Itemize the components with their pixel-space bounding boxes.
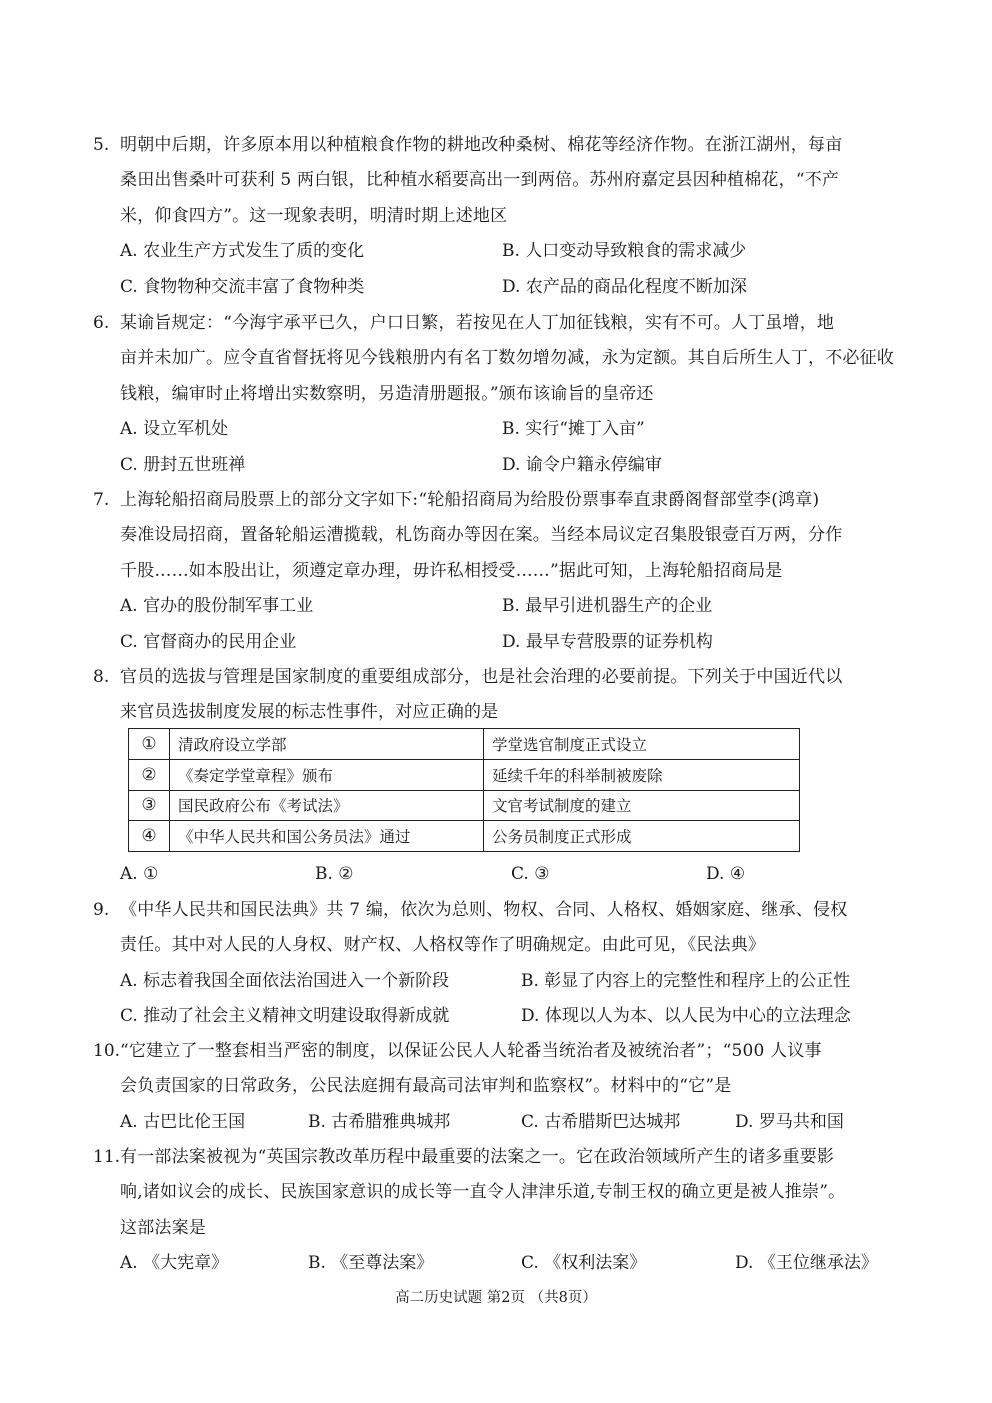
option-b: B. 彰显了内容上的完整性和程序上的公正性 xyxy=(521,970,851,991)
question-text-line: 米，仰食四方”。这一现象表明，明清时期上述地区 xyxy=(120,205,508,226)
question-number: 8. xyxy=(93,667,110,687)
question-text-line: 千股……如本股出让，须遵定章办理，毋许私相授受……”据此可知，上海轮船招商局是 xyxy=(120,560,783,581)
question-text-line: 上海轮船招商局股票上的部分文字如下:“轮船招商局为给股份票事奉直隶爵阁督部堂李(鸿章) xyxy=(120,490,820,510)
option-b: B. 实行“摊丁入亩” xyxy=(502,419,645,440)
options-table xyxy=(128,728,800,852)
option-b: B. 人口变动导致粮食的需求减少 xyxy=(502,241,747,262)
option-c: C. ③ xyxy=(511,864,550,884)
option-a: A. 农业生产方式发生了质的变化 xyxy=(120,241,365,262)
question-text-line: “它建立了一整套相当严密的制度，以保证公民人人轮番当统治者及被统治者”；“500 人议事 xyxy=(120,1041,822,1061)
table-row xyxy=(129,821,800,852)
question-text-line: 《中华人民共和国民法典》共 7 编，依次为总则、物权、合同、人格权、婚姻家庭、继承、侵权 xyxy=(120,900,848,920)
question-text-line: 有一部法案被视为“英国宗教改革历程中最重要的法案之一。它在政治领域所产生的诸多重要影 xyxy=(120,1147,835,1167)
question-number: 9. xyxy=(93,900,110,920)
option-c: C. 官督商办的民用企业 xyxy=(120,631,297,652)
option-d: D. 最早专营股票的证券机构 xyxy=(502,631,713,652)
table-cell-marker: ④ xyxy=(129,821,170,852)
table-cell-event: 国民政府公布《考试法》 xyxy=(170,790,484,821)
option-c: C. 食物物种交流丰富了食物种类 xyxy=(120,276,365,297)
question-text-line: 响,诸如议会的成长、民族国家意识的成长等一直令人津津乐道,专制王权的确立更是被人推崇”。 xyxy=(120,1182,846,1203)
table-row xyxy=(129,759,800,790)
question-text-line: 钱粮，编审时止将增出实数察明，另造清册题报。”颁布该谕旨的皇帝还 xyxy=(120,383,654,404)
option-a: A. 官办的股份制军事工业 xyxy=(120,596,314,617)
option-c: C. 推动了社会主义精神文明建设取得新成就 xyxy=(120,1006,450,1027)
question-text-line: 桑田出售桑叶可获利 5 两白银，比种植水稻要高出一到两倍。苏州府嘉定县因种植棉花，“不产 xyxy=(120,170,840,191)
question-text-line: 官员的选拔与管理是国家制度的重要组成部分，也是社会治理的必要前提。下列关于中国近代以 xyxy=(120,667,843,687)
option-a: A. 设立军机处 xyxy=(120,419,229,440)
question-text-line: 会负责国家的日常政务，公民法庭拥有最高司法审判和监察权”。材料中的“它”是 xyxy=(120,1076,732,1097)
table-row xyxy=(129,729,800,760)
option-c: C. 《权利法案》 xyxy=(521,1253,647,1274)
question-number: 11. xyxy=(93,1147,121,1167)
table-cell-result: 学堂选官制度正式设立 xyxy=(484,729,800,760)
option-d: D. 《王位继承法》 xyxy=(735,1253,878,1274)
table-row xyxy=(129,790,800,821)
option-b: B. 古希腊雅典城邦 xyxy=(308,1111,451,1132)
question-text-line: 某谕旨规定：“今海宇承平已久，户口日繁，若按见在人丁加征钱粮，实有不可。人丁虽增，地 xyxy=(120,313,835,333)
table-cell-result: 公务员制度正式形成 xyxy=(484,821,800,852)
question-text-line: 这部法案是 xyxy=(120,1217,206,1238)
table-cell-marker: ② xyxy=(129,759,170,790)
option-d: D. 体现以人为本、以人民为中心的立法理念 xyxy=(521,1006,851,1027)
question-number: 6. xyxy=(93,313,110,333)
option-a: A. 《大宪章》 xyxy=(120,1253,229,1274)
option-a: A. 标志着我国全面依法治国进入一个新阶段 xyxy=(120,970,450,991)
option-d: D. 农产品的商品化程度不断加深 xyxy=(502,276,747,297)
table-cell-result: 文官考试制度的建立 xyxy=(484,790,800,821)
page-footer: 高二历史试题 第2页 （共8页） xyxy=(395,1290,597,1306)
question-text-line: 责任。其中对人民的人身权、财产权、人格权等作了明确规定。由此可见，《民法典》 xyxy=(120,935,766,956)
table-cell-marker: ① xyxy=(129,729,170,760)
question-text-line: 明朝中后期，许多原本用以种植粮食作物的耕地改种桑树、棉花等经济作物。在浙江湖州，每亩 xyxy=(120,135,843,155)
question-number: 7. xyxy=(93,490,110,510)
option-c: C. 古希腊斯巴达城邦 xyxy=(521,1111,681,1132)
question-number: 5. xyxy=(93,135,110,155)
option-b: B. 最早引进机器生产的企业 xyxy=(502,596,713,617)
option-a: A. 古巴比伦王国 xyxy=(120,1111,246,1132)
question-text-line: 亩并未加广。应令直省督抚将见今钱粮册内有名丁数勿增勿减，永为定额。其自后所生人丁，不必征收 xyxy=(120,348,894,369)
option-a: A. ① xyxy=(120,864,159,884)
table-cell-event: 《中华人民共和国公务员法》通过 xyxy=(170,821,484,852)
option-d: D. ④ xyxy=(706,864,746,884)
table-cell-event: 《奏定学堂章程》颁布 xyxy=(170,759,484,790)
question-text-line: 奏准设局招商，置备轮船运漕揽载，札饬商办等因在案。当经本局议定召集股银壹百万两，分作 xyxy=(120,525,843,546)
table-cell-result: 延续千年的科举制被废除 xyxy=(484,759,800,790)
table-cell-event: 清政府设立学部 xyxy=(170,729,484,760)
option-c: C. 册封五世班禅 xyxy=(120,454,246,475)
question-number: 10. xyxy=(93,1041,121,1061)
option-d: D. 罗马共和国 xyxy=(735,1111,844,1132)
question-text-line: 来官员选拔制度发展的标志性事件，对应正确的是 xyxy=(120,702,499,723)
option-b: B. ② xyxy=(315,864,354,884)
table-cell-marker: ③ xyxy=(129,790,170,821)
option-b: B. 《至尊法案》 xyxy=(308,1253,434,1274)
option-d: D. 谕令户籍永停编审 xyxy=(502,454,662,475)
